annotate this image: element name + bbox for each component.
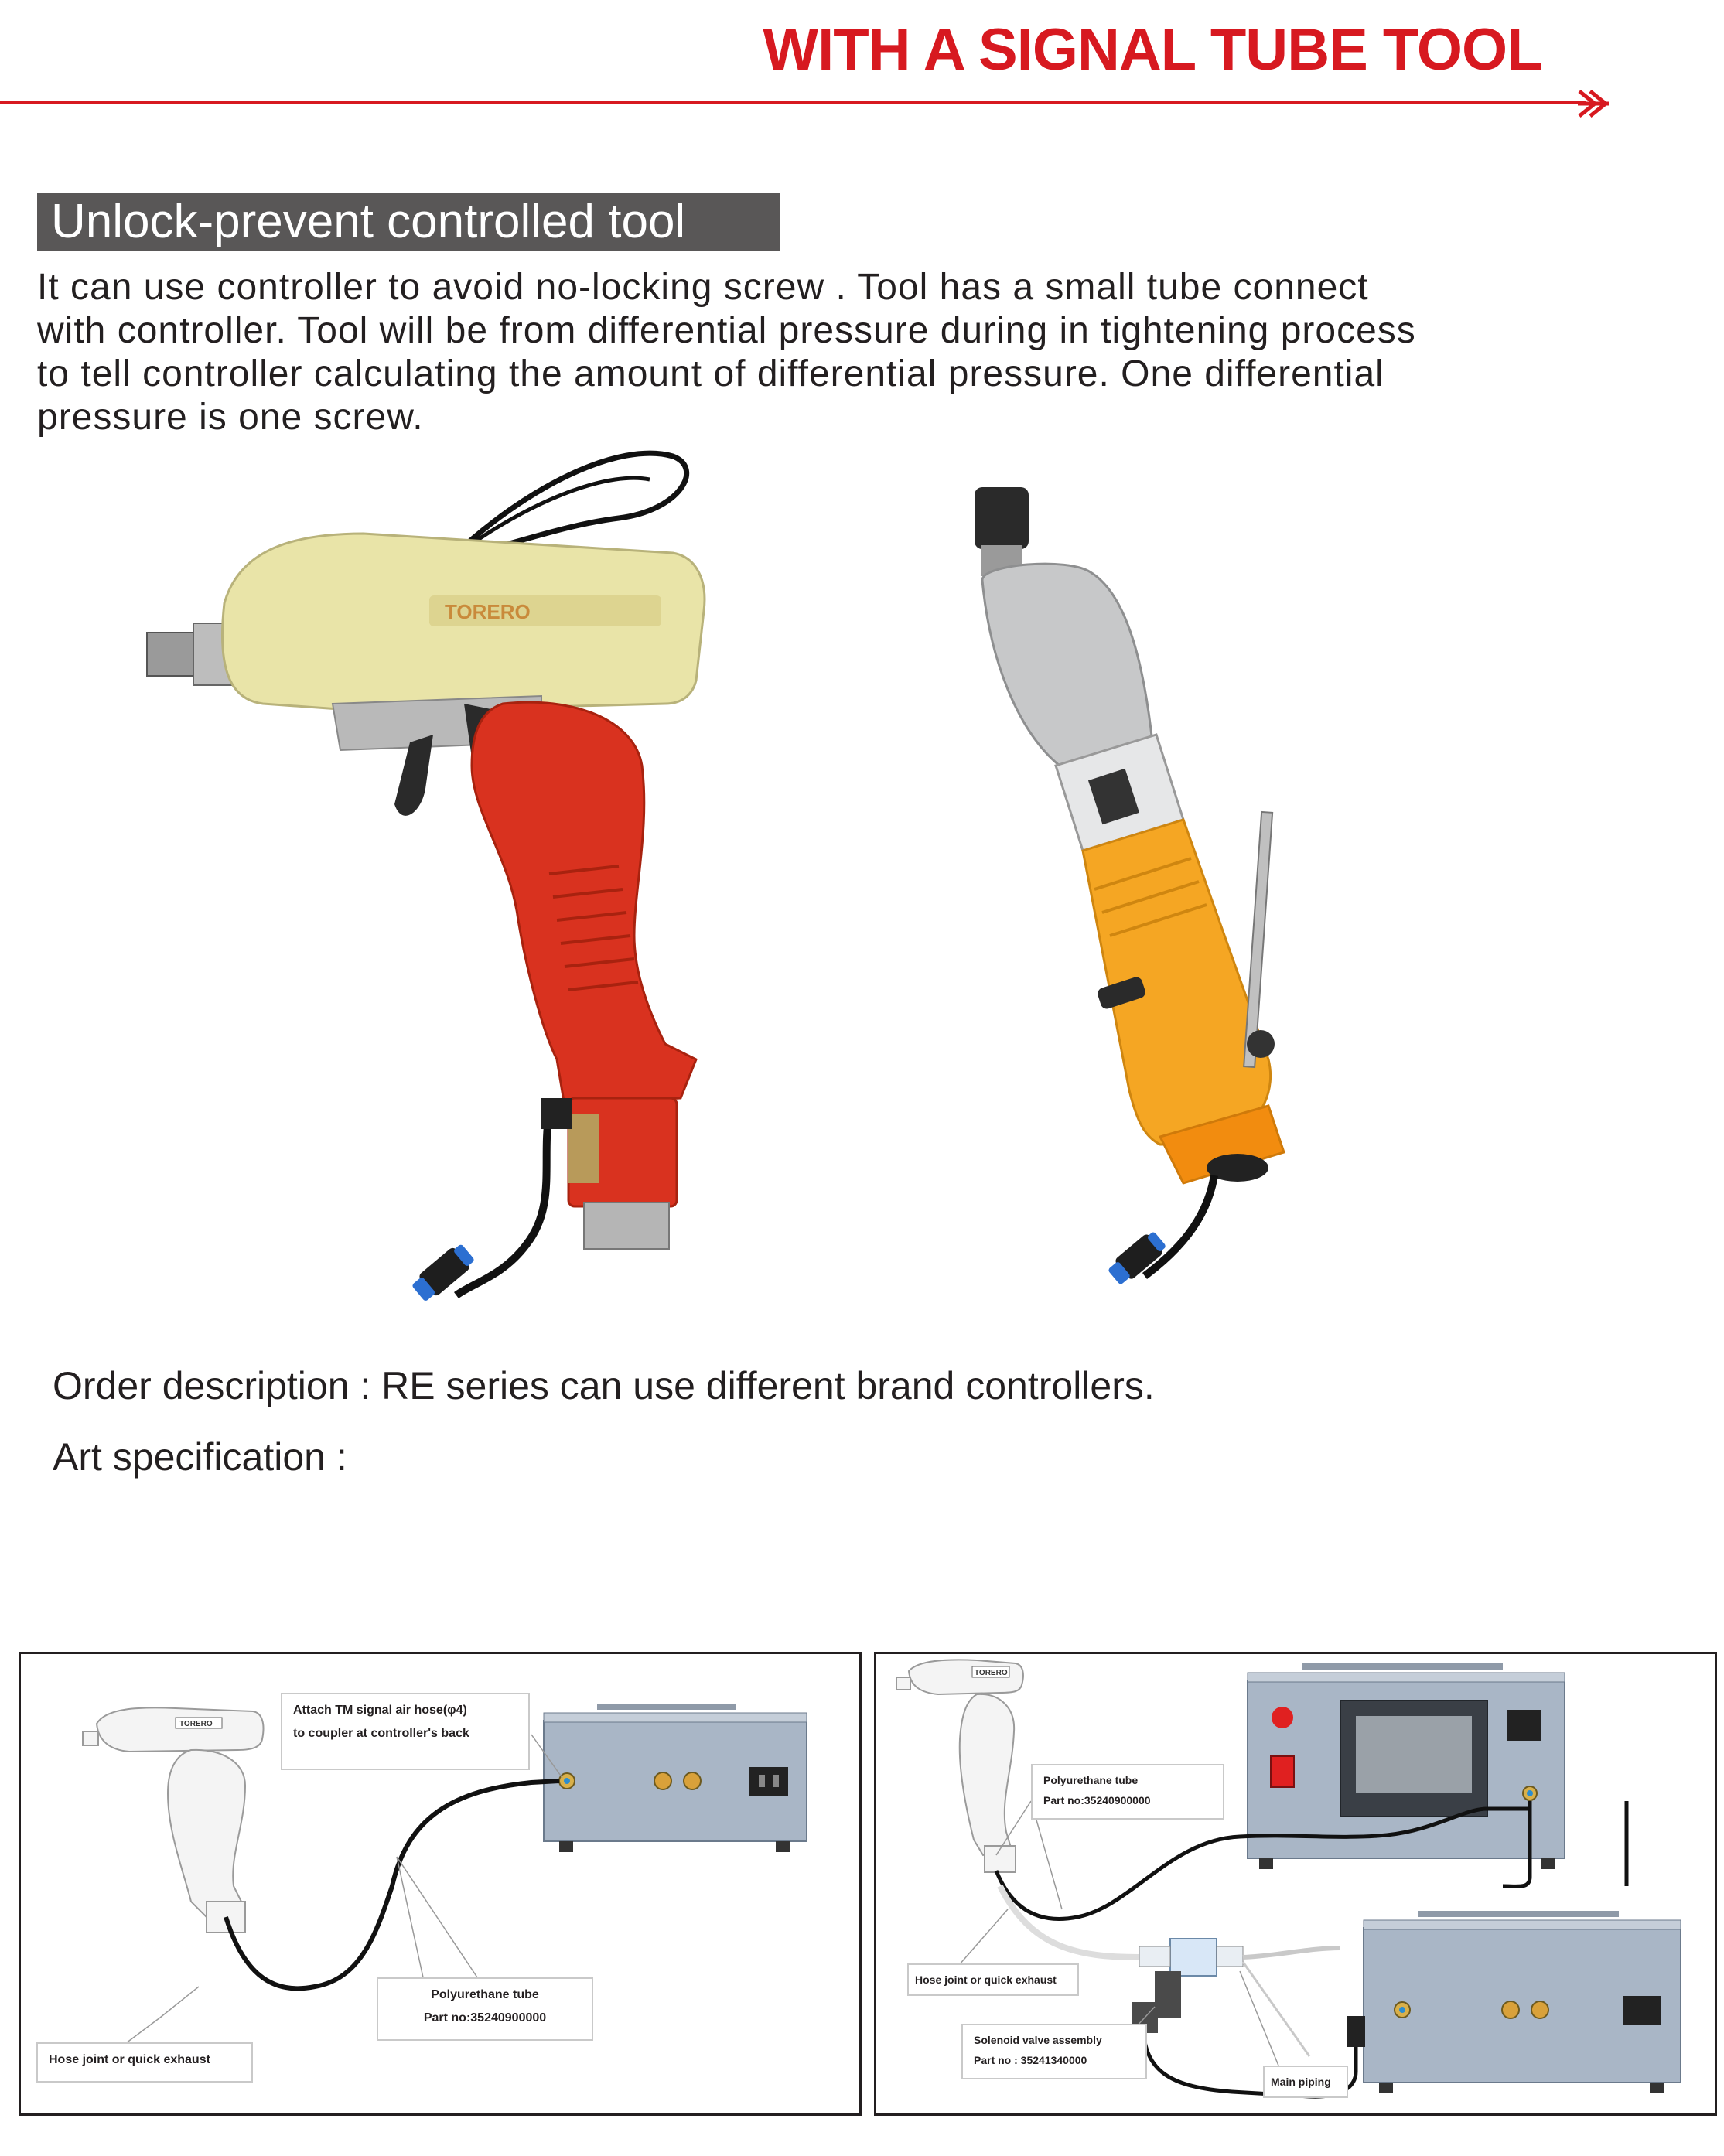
callout-line: Part no : 35241340000 [974,2054,1087,2066]
diagram-tool-label: TORERO [975,1669,1008,1677]
intro-line: with controller. Tool will be from differential pressure during in tightening process [37,310,1416,351]
callout-line: to coupler at controller's back [293,1727,469,1740]
section-heading: Unlock-prevent controlled tool [37,193,780,251]
tool-brand-label: TORERO [445,600,531,623]
straight-tool-image [959,472,1330,1307]
callout-line: Polyurethane tube [1043,1774,1139,1786]
callout-line: Attach TM signal air hose(φ4) [293,1704,467,1717]
callout-main-piping [1263,2066,1348,2098]
arrow-chevron-icon [1578,88,1616,119]
pistol-tool-image [139,425,727,1330]
page-title: WITH A SIGNAL TUBE TOOL [763,17,1542,83]
callout-line: Part no:35240900000 [1043,1794,1151,1806]
callout-attach-hose [281,1693,530,1770]
intro-line: It can use controller to avoid no-locking screw . Tool has a small tube connect [37,267,1369,308]
callout-polyurethane-tube [1031,1764,1224,1820]
intro-paragraph [37,266,1576,439]
callout-polyurethane-tube [377,1977,593,2041]
diagram-panel-left [19,1652,862,2116]
callout-solenoid-valve [961,2024,1147,2079]
callout-line: Part no:35240900000 [423,2011,547,2025]
callout-line: Hose joint or quick exhaust [915,1973,1057,1986]
order-description: Order description : RE series can use different brand controllers. [53,1364,1155,1407]
callout-line: Solenoid valve assembly [974,2034,1102,2046]
art-specification: Art specification : [53,1435,347,1479]
intro-line: to tell controller calculating the amount of differential pressure. One differential [37,353,1384,394]
callout-line: Polyurethane tube [431,1988,539,2001]
callout-line: Hose joint or quick exhaust [49,2053,210,2066]
diagram-panel-right [874,1652,1717,2116]
diagram-tool-label: TORERO [179,1720,213,1728]
callout-hose-joint [907,1963,1079,1996]
callout-line: Main piping [1271,2076,1331,2088]
callout-hose-joint [36,2042,253,2083]
intro-line: pressure is one screw. [37,397,424,438]
header-divider [0,101,1586,104]
